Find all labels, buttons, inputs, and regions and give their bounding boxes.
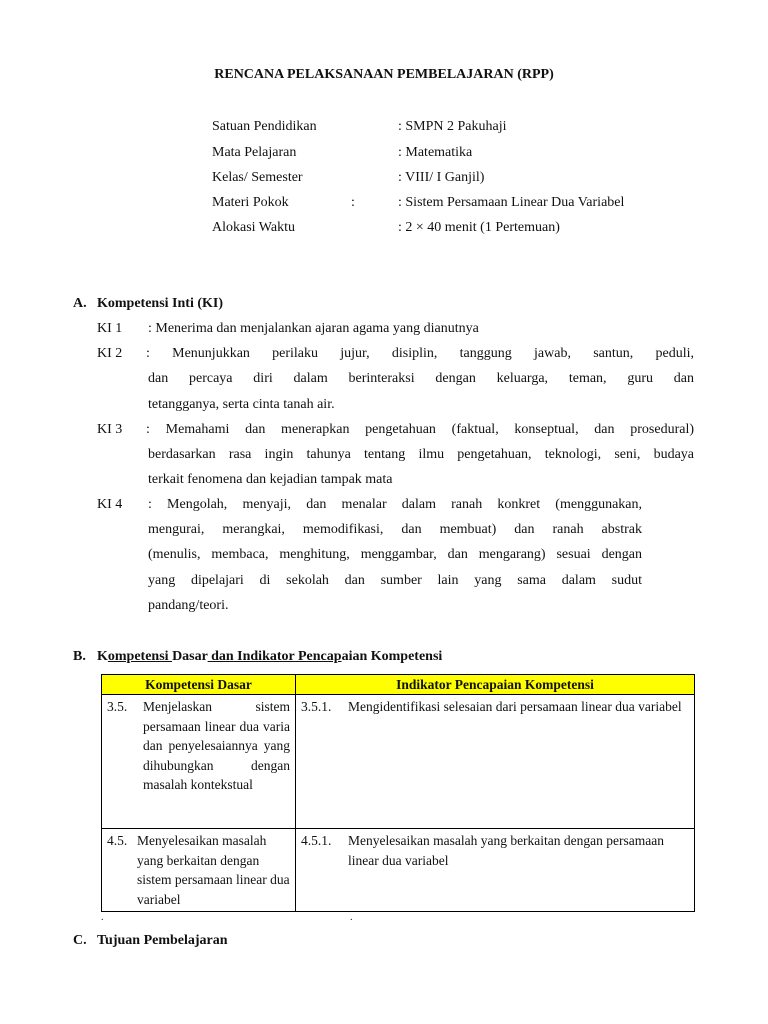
ki-2-line: dan percaya diri dalam berinteraksi dengan keluarga, teman, guru dan <box>148 371 694 386</box>
identity-label: Mata Pelajaran <box>212 145 297 160</box>
ki-3-line: : Memahami dan menerapkan pengetahuan (faktual, konseptual, dan prosedural) <box>146 422 694 437</box>
ki-4-line: mengurai, merangkai, memodifikasi, dan membuat) dan ranah abstrak <box>148 522 642 537</box>
table-row <box>102 829 695 912</box>
identity-row-satuan <box>212 119 682 139</box>
indikator-cell <box>296 829 695 912</box>
identity-label: Kelas/ Semester <box>212 170 303 185</box>
identity-row-alokasi <box>212 220 682 240</box>
ki-2-line: : Menunjukkan perilaku jujur, disiplin, tanggung jawab, santun, peduli, <box>146 346 694 361</box>
ki-3-line: terkait fenomena dan kejadian tampak mata <box>148 472 393 487</box>
ki-4-line: pandang/teori. <box>148 598 229 613</box>
kd-cell <box>102 695 296 829</box>
kd-item <box>107 831 290 909</box>
identity-label: Satuan Pendidikan <box>212 119 317 134</box>
title-part: Pencap <box>298 649 342 664</box>
identity-value: : Matematika <box>398 145 473 160</box>
kd-number: 3.5. <box>107 699 128 714</box>
identity-value: : VIII/ I Ganjil) <box>398 170 485 185</box>
table-row <box>102 695 695 829</box>
section-title: Kompetensi Inti (KI) <box>97 296 223 311</box>
identity-row-mapel <box>212 145 682 165</box>
indikator-text: Menyelesaikan masalah yang berkaitan dengan persamaan linear dua variabel <box>348 833 664 868</box>
title-part: aian Kompetensi <box>341 649 443 664</box>
identity-value: : 2 × 40 menit (1 Pertemuan) <box>398 220 560 235</box>
section-letter: B. <box>73 649 86 664</box>
kd-text: Menyelesaikan masalah yang berkaitan dengan sistem persamaan linear dua variabel <box>137 833 290 907</box>
document-title: RENCANA PELAKSANAAN PEMBELAJARAN (RPP) <box>214 67 554 82</box>
kd-cell <box>102 829 296 912</box>
indikator-cell <box>296 695 695 829</box>
ki-4-line: : Mengolah, menyaji, dan menalar dalam ranah konkret (menggunakan, <box>148 497 642 512</box>
identity-value: : Sistem Persamaan Linear Dua Variabel <box>398 195 625 210</box>
identity-row-materi <box>212 195 682 215</box>
section-b-heading <box>73 649 673 669</box>
indikator-item <box>301 831 689 870</box>
identity-label: Materi Pokok <box>212 195 289 210</box>
trailing-dot: . <box>101 912 104 923</box>
identity-separator: : <box>351 195 355 210</box>
title-part: dan Indikator <box>207 649 298 664</box>
ki-code: KI 4 <box>97 497 123 512</box>
ki-4-line: (menulis, membaca, menghitung, menggambar, dan mengarang) sesuai dengan <box>148 547 642 562</box>
section-c-heading <box>73 933 673 953</box>
section-title: Tujuan Pembelajaran <box>97 933 228 948</box>
trailing-dot: . <box>350 912 353 923</box>
identity-value: : SMPN 2 Pakuhaji <box>398 119 507 134</box>
ki-code: KI 1 <box>97 321 123 336</box>
kd-number: 4.5. <box>107 833 128 848</box>
ki-2-line: tetangganya, serta cinta tanah air. <box>148 397 335 412</box>
section-letter: A. <box>73 296 87 311</box>
ki-4-line: yang dipelajari di sekolah dan sumber lain yang sama dalam sudut <box>148 573 642 588</box>
indikator-number: 4.5.1. <box>301 833 332 848</box>
table-header-kd: Kompetensi Dasar <box>102 675 296 695</box>
title-part: ompetensi <box>107 649 173 664</box>
indikator-text: Mengidentifikasi selesaian dari persamaan linear dua variabel <box>348 699 682 714</box>
identity-row-kelas <box>212 170 682 190</box>
kd-text: Menjelaskan sistem persamaan linear dua varia dan penyelesaiannya yang dihubungkan dengan masalah kontekstual <box>143 699 290 792</box>
identity-label: Alokasi Waktu <box>212 220 295 235</box>
title-part: Dasar <box>172 649 208 664</box>
section-a-heading <box>73 296 673 316</box>
title-part: K <box>97 649 108 664</box>
table-header-indikator: Indikator Pencapaian Kompetensi <box>296 675 695 695</box>
section-title <box>97 649 442 665</box>
ki-code: KI 2 <box>97 346 123 361</box>
ki-code: KI 3 <box>97 422 123 437</box>
indikator-item <box>301 697 689 717</box>
ki-1-line: : Menerima dan menjalankan ajaran agama yang dianutnya <box>148 321 479 336</box>
kompetensi-table <box>101 674 695 912</box>
section-letter: C. <box>73 933 87 948</box>
indikator-number: 3.5.1. <box>301 699 332 714</box>
ki-3-line: berdasarkan rasa ingin tahunya tentang ilmu pengetahuan, teknologi, seni, budaya <box>148 447 694 462</box>
kd-item <box>107 697 290 795</box>
